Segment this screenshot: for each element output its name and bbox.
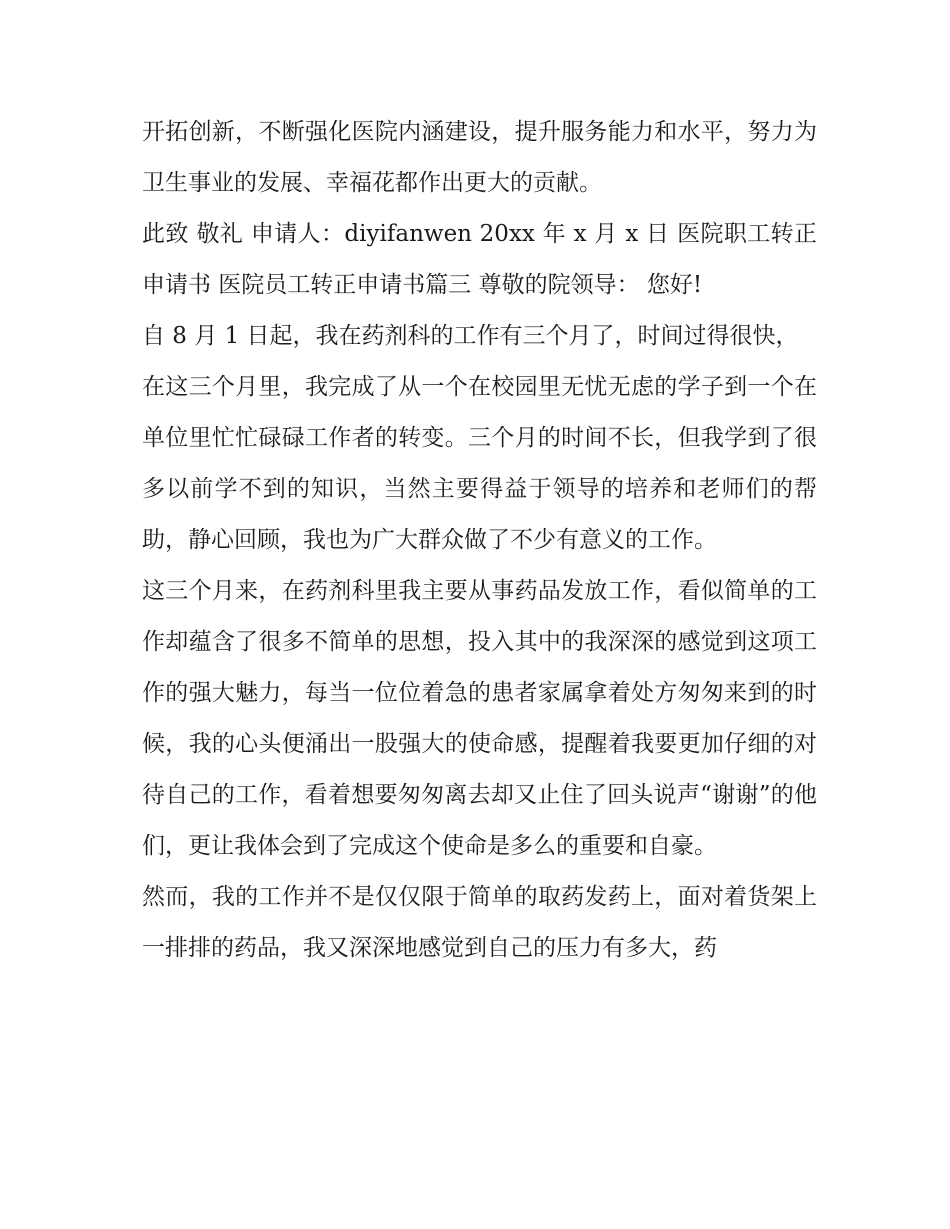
- document-body: [142, 107, 817, 974]
- paragraph-salutation-header: 此致 敬礼 申请人：diyifanwen 20xx 年 x 月 x 日 医院职工转正申请书 医院员工转正申请书篇三 尊敬的院领导： 您好!: [142, 221, 817, 298]
- paragraph-three-months: 在这三个月里，我完成了从一个在校园里无忧无虑的学子到一个在单位里忙忙碌碌工作者的转变。三个月的时间不长，但我学到了很多以前学不到的知识，当然主要得益于领导的培养和老师们的帮助，静心回顾，我也为广大群众做了不少有意义的工作。: [142, 374, 817, 553]
- paragraph-start-date: 自 8 月 1 日起，我在药剂科的工作有三个月了，时间过得很快，: [142, 323, 799, 349]
- paragraph-dispensing-work: 这三个月来，在药剂科里我主要从事药品发放工作，看似简单的工作却蕴含了很多不简单的思想，投入其中的我深深的感觉到这项工作的强大魅力，每当一位位着急的患者家属拿着处方匆匆来到的时候，我的心头便涌出一股强大的使命感，提醒着我要更加仔细的对待自己的工作，看着想要匆匆离去却又止住了回头说声“谢谢”的他们，更让我体会到了完成这个使命是多么的重要和自豪。: [142, 578, 817, 859]
- paragraph-closing-vision: 开拓创新，不断强化医院内涵建设，提升服务能力和水平，努力为 卫生事业的发展、幸福花都作出更大的贡献。: [142, 119, 817, 196]
- paragraph-pressure: 然而，我的工作并不是仅仅限于简单的取药发药上，面对着货架上一排排的药品，我又深深地感觉到自己的压力有多大，药: [142, 884, 817, 961]
